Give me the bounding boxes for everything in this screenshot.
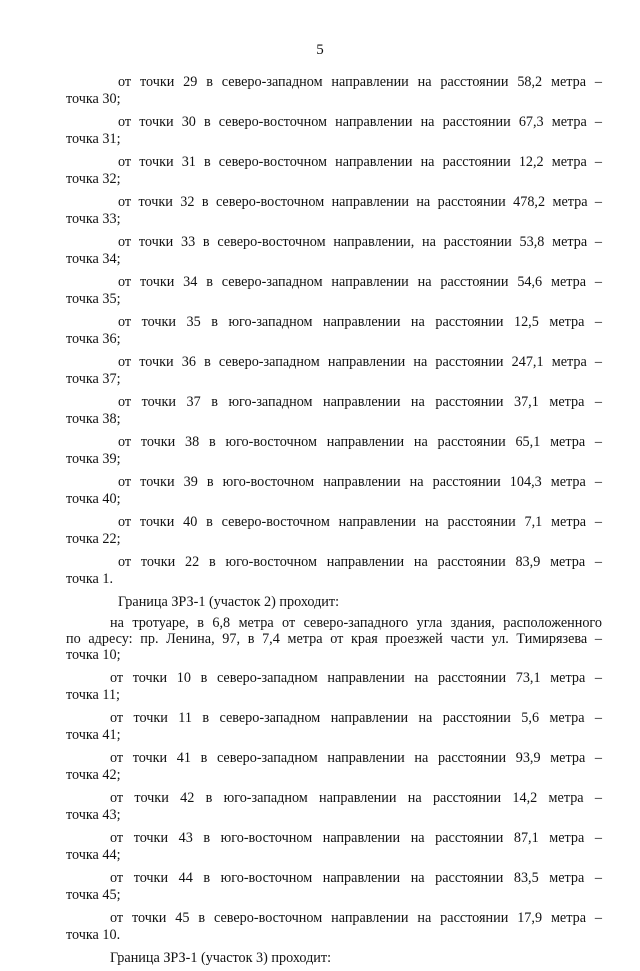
segment-description: от точки 35 в юго-западном направлении на расстоянии 12,5 метра – xyxy=(118,314,602,330)
boundary-segment xyxy=(66,908,602,943)
boundary-segment xyxy=(66,668,602,703)
boundary-segment xyxy=(66,748,602,783)
segment-description: от точки 42 в юго-западном направлении на расстоянии 14,2 метра – xyxy=(110,790,602,806)
segment-description: от точки 11 в северо-западном направлении на расстоянии 5,6 метра – xyxy=(110,710,602,726)
segment-description: от точки 43 в юго-восточном направлении на расстоянии 87,1 метра – xyxy=(110,830,602,846)
segment-end-point: точка 30; xyxy=(66,91,121,107)
segment-description: от точки 34 в северо-западном направлении на расстоянии 54,6 метра – xyxy=(118,274,602,290)
boundary-list-section-1 xyxy=(66,72,602,587)
boundary-segment xyxy=(66,152,602,187)
intro-line-2: по адресу: пр. Ленина, 97, в 7,4 метра от края проезжей части ул. Тимирязева – xyxy=(66,631,602,647)
boundary-segment xyxy=(66,708,602,743)
segment-end-point: точка 31; xyxy=(66,131,121,147)
segment-description: от точки 31 в северо-восточном направлении на расстоянии 12,2 метра – xyxy=(118,154,602,170)
boundary-segment xyxy=(66,352,602,387)
segment-end-point: точка 1. xyxy=(66,571,114,587)
boundary-segment xyxy=(66,272,602,307)
segment-description: от точки 39 в юго-восточном направлении на расстоянии 104,3 метра – xyxy=(118,474,602,490)
boundary-segment xyxy=(66,432,602,467)
segment-description: от точки 44 в юго-восточном направлении на расстоянии 83,5 метра – xyxy=(110,870,602,886)
boundary-segment xyxy=(66,472,602,507)
boundary-list-section-2 xyxy=(66,668,602,943)
segment-end-point: точка 36; xyxy=(66,331,121,347)
segment-end-point: точка 44; xyxy=(66,847,121,863)
segment-description: от точки 30 в северо-восточном направлении на расстоянии 67,3 метра – xyxy=(118,114,602,130)
segment-end-point: точка 45; xyxy=(66,887,121,903)
section-heading-3: Граница ЗРЗ-1 (участок 3) проходит: xyxy=(110,950,332,966)
segment-end-point: точка 32; xyxy=(66,171,121,187)
intro-line-3: точка 10; xyxy=(66,647,121,663)
segment-description: от точки 32 в северо-восточном направлении на расстоянии 478,2 метра – xyxy=(118,194,602,210)
boundary-segment xyxy=(66,112,602,147)
boundary-segment xyxy=(66,192,602,227)
boundary-segment xyxy=(66,512,602,547)
segment-description: от точки 10 в северо-западном направлении на расстоянии 73,1 метра – xyxy=(110,670,602,686)
segment-end-point: точка 11; xyxy=(66,687,120,703)
boundary-segment xyxy=(66,72,602,107)
segment-end-point: точка 34; xyxy=(66,251,121,267)
boundary-segment xyxy=(66,868,602,903)
segment-end-point: точка 37; xyxy=(66,371,121,387)
section-heading-2: Граница ЗРЗ-1 (участок 2) проходит: xyxy=(118,594,340,610)
boundary-segment xyxy=(66,552,602,587)
segment-end-point: точка 43; xyxy=(66,807,121,823)
segment-description: от точки 40 в северо-восточном направлении на расстоянии 7,1 метра – xyxy=(118,514,602,530)
boundary-segment xyxy=(66,788,602,823)
segment-end-point: точка 40; xyxy=(66,491,121,507)
segment-end-point: точка 39; xyxy=(66,451,121,467)
section-2-intro xyxy=(66,615,602,663)
segment-description: от точки 45 в северо-восточном направлении на расстоянии 17,9 метра – xyxy=(110,910,602,926)
segment-description: от точки 29 в северо-западном направлении на расстоянии 58,2 метра – xyxy=(118,74,602,90)
segment-end-point: точка 35; xyxy=(66,291,121,307)
segment-end-point: точка 10. xyxy=(66,927,121,943)
segment-end-point: точка 41; xyxy=(66,727,121,743)
segment-description: от точки 37 в юго-западном направлении на расстоянии 37,1 метра – xyxy=(118,394,602,410)
page-number: 5 xyxy=(316,42,324,58)
boundary-segment xyxy=(66,828,602,863)
document-body xyxy=(66,72,602,971)
segment-description: от точки 41 в северо-западном направлении на расстоянии 93,9 метра – xyxy=(110,750,602,766)
intro-line-1: на тротуаре, в 6,8 метра от северо-западного угла здания, расположенного xyxy=(110,615,602,631)
segment-description: от точки 33 в северо-восточном направлении, на расстоянии 53,8 метра – xyxy=(118,234,602,250)
segment-end-point: точка 33; xyxy=(66,211,121,227)
segment-description: от точки 38 в юго-восточном направлении на расстоянии 65,1 метра – xyxy=(118,434,602,450)
segment-description: от точки 36 в северо-западном направлении на расстоянии 247,1 метра – xyxy=(118,354,602,370)
segment-end-point: точка 38; xyxy=(66,411,121,427)
boundary-segment xyxy=(66,232,602,267)
boundary-segment xyxy=(66,312,602,347)
segment-end-point: точка 42; xyxy=(66,767,121,783)
boundary-segment xyxy=(66,392,602,427)
segment-end-point: точка 22; xyxy=(66,531,121,547)
segment-description: от точки 22 в юго-восточном направлении на расстоянии 83,9 метра – xyxy=(118,554,602,570)
